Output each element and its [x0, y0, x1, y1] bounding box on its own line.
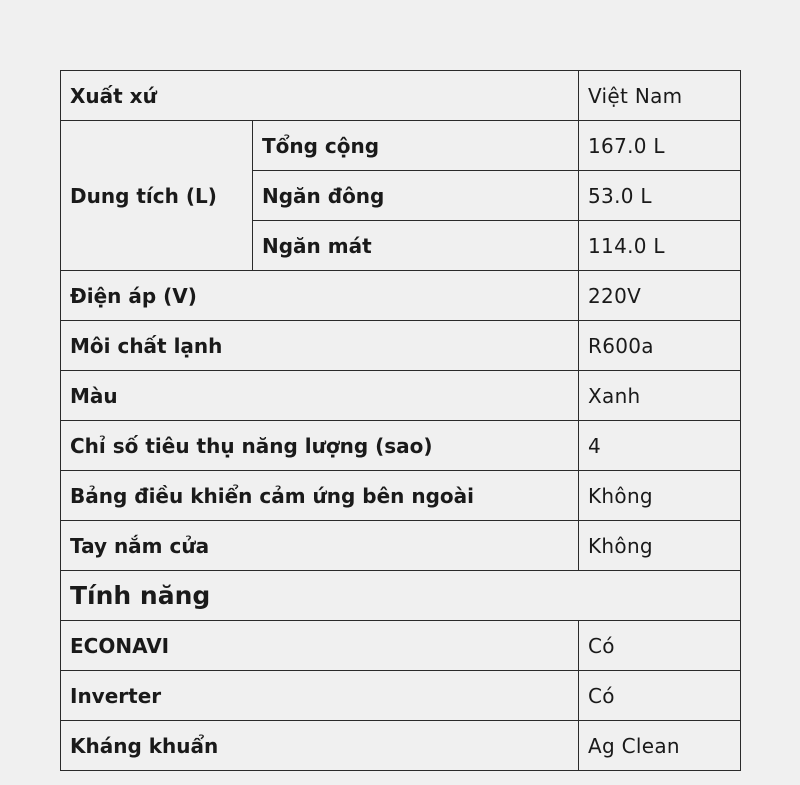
econavi-value: Có	[579, 621, 741, 671]
inverter-value: Có	[579, 671, 741, 721]
voltage-label: Điện áp (V)	[61, 271, 579, 321]
capacity-freezer-value: 53.0 L	[579, 171, 741, 221]
row-touch-panel	[61, 471, 741, 521]
spec-table	[60, 70, 741, 771]
origin-value: Việt Nam	[579, 71, 741, 121]
energy-rating-label: Chỉ số tiêu thụ năng lượng (sao)	[61, 421, 579, 471]
row-antibacterial	[61, 721, 741, 771]
origin-label: Xuất xứ	[61, 71, 579, 121]
refrigerant-value: R600a	[579, 321, 741, 371]
row-energy-rating	[61, 421, 741, 471]
refrigerant-label: Môi chất lạnh	[61, 321, 579, 371]
row-features-heading	[61, 571, 741, 621]
row-econavi	[61, 621, 741, 671]
features-heading: Tính năng	[61, 571, 741, 621]
row-color	[61, 371, 741, 421]
capacity-fridge-value: 114.0 L	[579, 221, 741, 271]
door-handle-value: Không	[579, 521, 741, 571]
row-capacity-total	[61, 121, 741, 171]
row-voltage	[61, 271, 741, 321]
row-origin	[61, 71, 741, 121]
color-value: Xanh	[579, 371, 741, 421]
row-refrigerant	[61, 321, 741, 371]
antibacterial-value: Ag Clean	[579, 721, 741, 771]
door-handle-label: Tay nắm cửa	[61, 521, 579, 571]
capacity-label: Dung tích (L)	[61, 121, 253, 271]
antibacterial-label: Kháng khuẩn	[61, 721, 579, 771]
color-label: Màu	[61, 371, 579, 421]
touch-panel-label: Bảng điều khiển cảm ứng bên ngoài	[61, 471, 579, 521]
row-door-handle	[61, 521, 741, 571]
voltage-value: 220V	[579, 271, 741, 321]
touch-panel-value: Không	[579, 471, 741, 521]
capacity-total-value: 167.0 L	[579, 121, 741, 171]
capacity-total-label: Tổng cộng	[253, 121, 579, 171]
row-inverter	[61, 671, 741, 721]
capacity-fridge-label: Ngăn mát	[253, 221, 579, 271]
inverter-label: Inverter	[61, 671, 579, 721]
capacity-freezer-label: Ngăn đông	[253, 171, 579, 221]
econavi-label: ECONAVI	[61, 621, 579, 671]
energy-rating-value: 4	[579, 421, 741, 471]
